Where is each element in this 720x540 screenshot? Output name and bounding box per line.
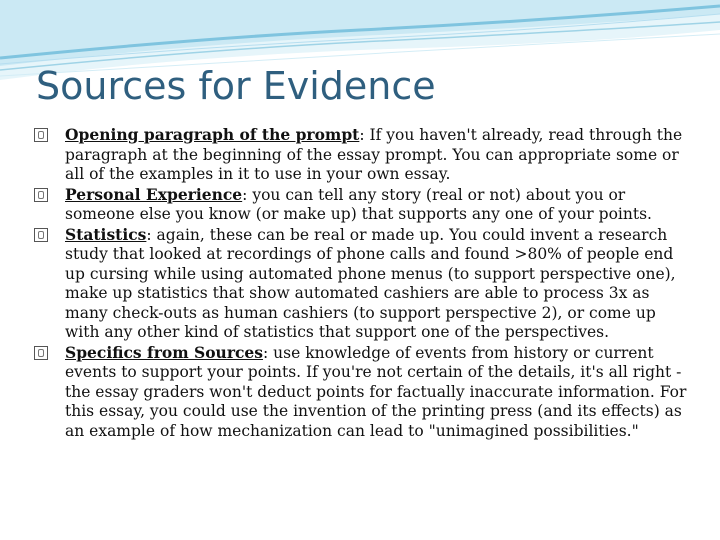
bullet-heading: Statistics <box>65 224 147 244</box>
bullet-item <box>34 225 694 343</box>
bullet-marker-icon <box>34 128 48 142</box>
bullet-marker-icon <box>34 346 48 360</box>
bullet-marker-icon <box>34 228 48 242</box>
bullet-list <box>34 125 694 441</box>
bullet-item <box>34 125 694 185</box>
bullet-text: : again, these can be real or made up. You could invent a research study that looked at recordings of phone calls and found >80% of people end up cursing while using automated phone menus (to support perspective one), make up statistics that show automated cashiers are able to process 3x as many check-outs as human cashiers (to support perspective 2), or come up with any other kind of statistics that support one of the perspectives. <box>65 225 676 341</box>
bullet-heading: Opening paragraph of the prompt <box>65 125 360 144</box>
bullet-text: : If you haven't already, read through the paragraph at the beginning of the essay prompt. You can appropriate some or all of the examples in it to use in your own essay. <box>65 126 683 183</box>
bullet-heading: Specifics from Sources <box>65 342 264 362</box>
bullet-text: : use knowledge of events from history or current events to support your points. If you're not certain of the details, it's all right - the essay graders won't deduct points for factually inaccurate information. For this essay, you could use the invention of the printing press (and its effects) as an example of how mechanization can lead to "unimagined possibilities." <box>65 343 687 440</box>
bullet-item <box>34 185 694 225</box>
bullet-marker-icon <box>34 188 48 202</box>
bullet-text: : you can tell any story (real or not) about you or someone else you know (or make up) that supports any one of your points. <box>65 185 652 223</box>
bullet-heading: Personal Experience <box>65 184 243 204</box>
slide-title: Sources for Evidence <box>36 64 436 108</box>
bullet-item <box>34 343 694 442</box>
